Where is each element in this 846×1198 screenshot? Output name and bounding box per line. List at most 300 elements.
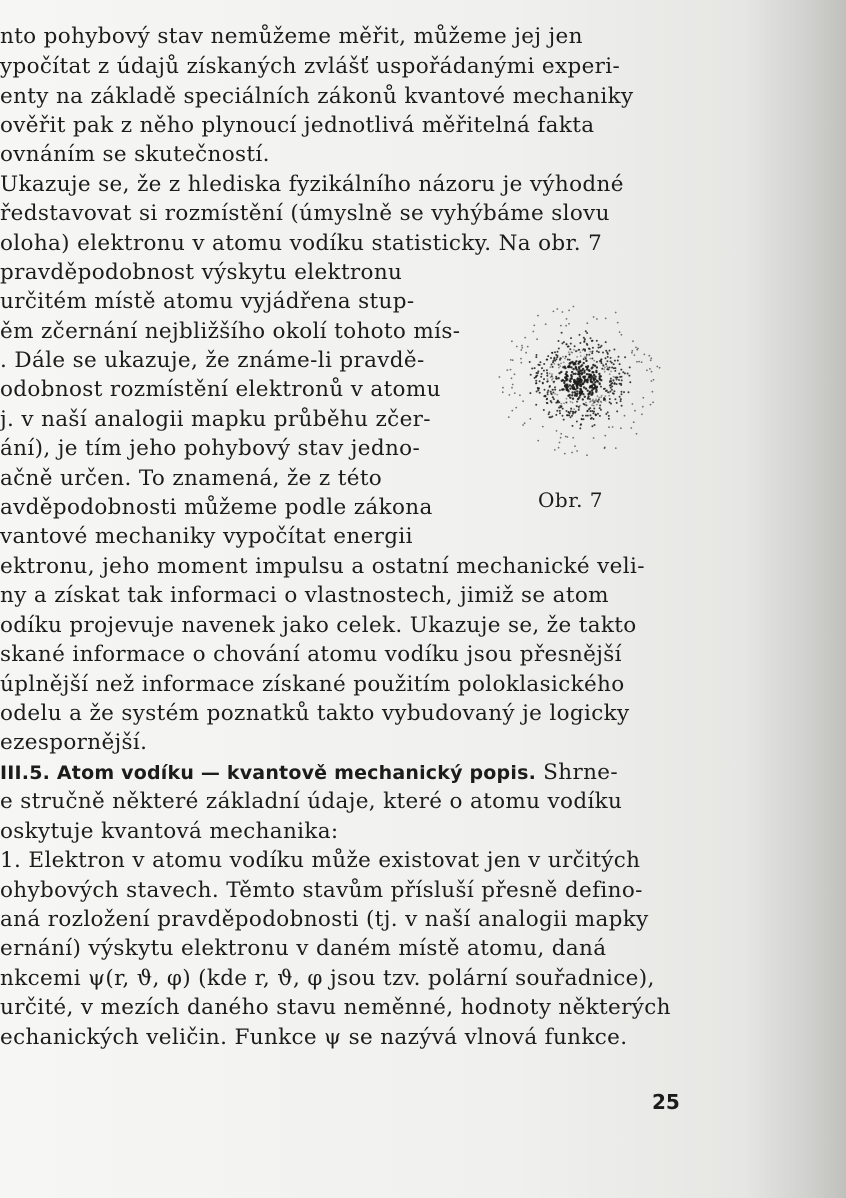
cloud-dot <box>604 371 606 373</box>
cloud-dot <box>551 375 553 377</box>
cloud-dot <box>591 389 593 391</box>
cloud-dot <box>624 372 626 374</box>
cloud-dot <box>579 334 581 336</box>
cloud-dot <box>548 413 550 415</box>
cloud-dot <box>635 347 637 349</box>
electron-probability-cloud-icon <box>492 292 668 468</box>
cloud-dot <box>522 400 524 402</box>
cloud-dot <box>598 347 600 349</box>
cloud-dot <box>591 417 593 419</box>
cloud-dot <box>586 404 588 406</box>
text-line: určitém místě atomu vyjádřena stup- <box>0 289 415 314</box>
cloud-dot <box>555 378 557 380</box>
cloud-dot <box>605 395 607 397</box>
section-heading-tail: Shrne- <box>536 760 618 785</box>
cloud-dot <box>573 306 575 308</box>
cloud-dot <box>641 361 643 363</box>
cloud-dot <box>559 359 561 361</box>
cloud-dot <box>556 394 558 396</box>
cloud-dot <box>631 350 633 352</box>
cloud-dot <box>566 371 568 373</box>
cloud-dot <box>621 393 623 395</box>
text-line: ezespornější. <box>0 730 148 755</box>
cloud-dot <box>616 376 618 378</box>
cloud-dot <box>601 395 603 397</box>
cloud-dot <box>521 345 523 347</box>
cloud-dot <box>598 351 600 353</box>
cloud-dot <box>609 385 611 387</box>
cloud-dot <box>603 369 605 371</box>
cloud-dot <box>584 396 586 398</box>
cloud-dot <box>576 390 578 392</box>
cloud-dot <box>610 378 612 380</box>
cloud-dot <box>568 310 570 312</box>
cloud-dot <box>615 312 617 314</box>
cloud-dot <box>572 402 574 404</box>
cloud-dot <box>509 394 511 396</box>
cloud-dot <box>552 389 554 391</box>
cloud-dot <box>613 363 615 365</box>
cloud-dot <box>599 415 601 417</box>
cloud-dot <box>571 352 573 354</box>
cloud-dot <box>576 421 578 423</box>
cloud-dot <box>564 358 566 360</box>
cloud-dot <box>589 379 591 381</box>
cloud-dot <box>584 338 586 340</box>
cloud-dot <box>560 363 562 365</box>
cloud-dot <box>535 380 537 382</box>
cloud-dot <box>570 366 572 368</box>
text-line: ačně určen. To znamená, že z této <box>0 466 383 491</box>
cloud-dot <box>579 388 581 390</box>
cloud-dot <box>573 363 575 365</box>
cloud-dot <box>578 368 580 370</box>
cloud-dot <box>611 389 613 391</box>
cloud-dot <box>547 393 549 395</box>
cloud-dot <box>515 407 517 409</box>
cloud-dot <box>606 352 608 354</box>
cloud-dot <box>551 364 553 366</box>
cloud-dot <box>585 358 587 360</box>
cloud-dot <box>594 365 596 367</box>
cloud-dot <box>613 390 615 392</box>
cloud-dot <box>609 398 611 400</box>
cloud-dot <box>580 355 582 357</box>
cloud-dot <box>529 392 531 394</box>
cloud-dot <box>543 363 545 365</box>
cloud-dot <box>582 368 584 370</box>
cloud-dot <box>608 415 610 417</box>
cloud-dot <box>525 352 527 354</box>
cloud-dot <box>609 350 611 352</box>
cloud-dot <box>570 401 572 403</box>
text-line: ěm zčernání nejbližšího okolí tohoto mís- <box>0 319 461 344</box>
cloud-dot <box>601 345 603 347</box>
cloud-dot <box>642 406 644 408</box>
cloud-dot <box>553 357 555 359</box>
cloud-dot <box>562 415 564 417</box>
cloud-dot <box>570 343 572 345</box>
text-line: odobnost rozmístění elektronů v atomu <box>0 377 441 402</box>
cloud-dot <box>564 367 566 369</box>
cloud-dot <box>579 351 581 353</box>
cloud-dot <box>566 375 568 377</box>
cloud-dot <box>559 442 561 444</box>
cloud-dot <box>614 370 616 372</box>
cloud-dot <box>632 403 634 405</box>
cloud-dot <box>607 356 609 358</box>
text-line: ektronu, jeho moment impulsu a ostatní mechanické veli- <box>0 554 645 579</box>
cloud-dot <box>584 356 586 358</box>
cloud-dot <box>579 361 581 363</box>
cloud-dot <box>574 345 576 347</box>
cloud-dot <box>550 400 552 402</box>
cloud-dot <box>599 404 601 406</box>
cloud-dot <box>585 356 587 358</box>
cloud-dot <box>609 367 611 369</box>
cloud-dot <box>552 366 554 368</box>
cloud-dot <box>574 393 576 395</box>
cloud-dot <box>548 411 550 413</box>
cloud-dot <box>584 340 586 342</box>
cloud-dot <box>565 356 567 358</box>
cloud-dot <box>569 380 571 382</box>
cloud-dot <box>611 367 613 369</box>
cloud-dot <box>569 348 571 350</box>
cloud-dot <box>559 365 561 367</box>
cloud-dot <box>546 381 548 383</box>
cloud-dot <box>511 410 513 412</box>
cloud-dot <box>618 379 620 381</box>
cloud-dot <box>619 331 621 333</box>
cloud-dot <box>558 447 560 449</box>
cloud-dot <box>550 366 552 368</box>
cloud-dot <box>602 365 604 367</box>
cloud-dot <box>565 378 567 380</box>
cloud-dot <box>521 347 523 349</box>
cloud-dot <box>586 332 588 334</box>
cloud-dot <box>560 371 562 373</box>
cloud-dot <box>554 389 556 391</box>
cloud-dot <box>579 342 581 344</box>
cloud-dot <box>569 388 571 390</box>
cloud-dot <box>543 409 545 411</box>
cloud-dot <box>607 391 609 393</box>
cloud-dot <box>550 393 552 395</box>
cloud-dot <box>613 376 615 378</box>
cloud-dot <box>510 369 512 371</box>
cloud-dot <box>563 341 565 343</box>
cloud-dot <box>585 366 587 368</box>
cloud-dot <box>533 325 535 327</box>
cloud-dot <box>618 373 620 375</box>
cloud-dot <box>541 373 543 375</box>
cloud-dot <box>624 356 626 358</box>
cloud-dot <box>572 411 574 413</box>
cloud-dot <box>650 357 652 359</box>
cloud-dot <box>591 340 593 342</box>
cloud-dot <box>550 391 552 393</box>
cloud-dot <box>659 367 661 369</box>
cloud-dot <box>546 375 548 377</box>
cloud-dot <box>537 315 539 317</box>
cloud-dot <box>562 408 564 410</box>
cloud-dot <box>551 416 553 418</box>
cloud-dot <box>542 382 544 384</box>
cloud-dot <box>585 360 587 362</box>
cloud-dot <box>536 391 538 393</box>
cloud-dot <box>610 403 612 405</box>
cloud-dot <box>571 385 573 387</box>
cloud-dot <box>529 361 531 363</box>
cloud-dot <box>553 381 555 383</box>
cloud-dot <box>586 354 588 356</box>
cloud-dot <box>583 386 585 388</box>
cloud-dot <box>534 367 536 369</box>
cloud-dot <box>568 345 570 347</box>
cloud-dot <box>620 384 622 386</box>
cloud-dot <box>653 379 655 381</box>
cloud-dot <box>601 368 603 370</box>
cloud-dot <box>576 356 578 358</box>
cloud-dot <box>605 318 607 320</box>
cloud-dot <box>582 393 584 395</box>
cloud-dot <box>593 379 595 381</box>
cloud-dot <box>572 413 574 415</box>
cloud-dot <box>545 323 547 325</box>
cloud-dot <box>511 377 513 379</box>
cloud-dot <box>595 398 597 400</box>
cloud-dot <box>524 337 526 339</box>
text-line: ání), je tím jeho pohybový stav jedno- <box>0 436 421 461</box>
cloud-dot <box>600 359 602 361</box>
cloud-dot <box>589 391 591 393</box>
cloud-dot <box>544 395 546 397</box>
cloud-dot <box>624 415 626 417</box>
cloud-dot <box>569 397 571 399</box>
cloud-dot <box>546 369 548 371</box>
cloud-dot <box>568 394 570 396</box>
cloud-dot <box>578 349 580 351</box>
cloud-dot <box>571 415 573 417</box>
text-line: e stručně některé základní údaje, které o atomu vodíku <box>0 789 623 814</box>
cloud-dot <box>605 341 607 343</box>
cloud-dot <box>514 373 516 375</box>
cloud-dot <box>613 383 615 385</box>
cloud-dot <box>628 391 630 393</box>
cloud-dot <box>550 357 552 359</box>
cloud-dot <box>535 356 537 358</box>
cloud-dot <box>572 368 574 370</box>
cloud-dot <box>562 311 564 313</box>
cloud-dot <box>593 405 595 407</box>
cloud-dot <box>522 424 524 426</box>
cloud-dot <box>608 418 610 420</box>
cloud-dot <box>605 390 607 392</box>
cloud-dot <box>596 404 598 406</box>
text-line: ernání) výskytu elektronu v daném místě atomu, daná <box>0 936 607 961</box>
cloud-dot <box>569 354 571 356</box>
cloud-dot <box>536 375 538 377</box>
cloud-dot <box>611 385 613 387</box>
section-heading-line <box>0 758 676 788</box>
cloud-dot <box>566 388 568 390</box>
cloud-dot <box>590 410 592 412</box>
cloud-dot <box>593 437 595 439</box>
cloud-dot <box>651 371 653 373</box>
cloud-dot <box>604 447 606 449</box>
cloud-dot <box>560 433 562 435</box>
cloud-dot <box>614 360 616 362</box>
cloud-dot <box>586 322 588 324</box>
cloud-dot <box>589 351 591 353</box>
cloud-dot <box>568 351 570 353</box>
cloud-dot <box>603 397 605 399</box>
cloud-dot <box>585 379 587 381</box>
cloud-dot <box>531 368 533 370</box>
cloud-dot <box>607 411 609 413</box>
cloud-dot <box>593 374 595 376</box>
cloud-dot <box>514 392 516 394</box>
text-line: pravděpodobnost výskytu elektronu <box>0 260 403 285</box>
cloud-dot <box>583 418 585 420</box>
cloud-dot <box>564 385 566 387</box>
cloud-dot <box>656 366 658 368</box>
cloud-dot <box>595 389 597 391</box>
cloud-dot <box>546 398 548 400</box>
cloud-dot <box>608 395 610 397</box>
cloud-dot <box>535 404 537 406</box>
cloud-dot <box>596 350 598 352</box>
cloud-dot <box>554 386 556 388</box>
cloud-dot <box>609 391 611 393</box>
cloud-dot <box>527 346 529 348</box>
cloud-dot <box>609 373 611 375</box>
cloud-dot <box>587 393 589 395</box>
cloud-dot <box>593 408 595 410</box>
cloud-dot <box>592 347 594 349</box>
cloud-dot <box>591 358 593 360</box>
text-line: . Dále se ukazuje, že známe-li pravdě- <box>0 348 425 373</box>
cloud-dot <box>627 373 629 375</box>
cloud-dot <box>557 400 559 402</box>
cloud-dot <box>604 367 606 369</box>
cloud-dot <box>568 323 570 325</box>
cloud-dot <box>537 364 539 366</box>
cloud-dot <box>556 410 558 412</box>
cloud-dot <box>581 418 583 420</box>
cloud-dot <box>583 362 585 364</box>
cloud-dot <box>591 352 593 354</box>
cloud-dot <box>566 414 568 416</box>
cloud-dot <box>582 398 584 400</box>
cloud-dot <box>616 402 618 404</box>
cloud-dot <box>547 390 549 392</box>
cloud-dot <box>589 414 591 416</box>
cloud-dot <box>652 401 654 403</box>
text-line: ny a získat tak informaci o vlastnostech, jimiž se atom <box>0 583 609 608</box>
cloud-dot <box>541 367 543 369</box>
cloud-dot <box>600 409 602 411</box>
cloud-dot <box>536 338 538 340</box>
cloud-dot <box>551 373 553 375</box>
cloud-dot <box>565 402 567 404</box>
cloud-dot <box>570 337 572 339</box>
cloud-dot <box>591 381 593 383</box>
cloud-dot <box>559 389 561 391</box>
cloud-dot <box>630 427 632 429</box>
cloud-dot <box>636 349 638 351</box>
cloud-dot <box>651 380 653 382</box>
cloud-dot <box>571 391 573 393</box>
cloud-dot <box>633 421 635 423</box>
cloud-dot <box>537 372 539 374</box>
cloud-dot <box>592 371 594 373</box>
cloud-dot <box>576 384 578 386</box>
cloud-dot <box>588 369 590 371</box>
cloud-dot <box>584 375 586 377</box>
cloud-dot <box>508 416 510 418</box>
cloud-dot <box>576 378 578 380</box>
cloud-dot <box>650 404 652 406</box>
cloud-dot <box>612 426 614 428</box>
cloud-dot <box>600 386 602 388</box>
cloud-dot <box>546 359 548 361</box>
cloud-dot <box>579 390 581 392</box>
cloud-dot <box>623 391 625 393</box>
cloud-dot <box>539 392 541 394</box>
cloud-dot <box>567 366 569 368</box>
cloud-dot <box>544 389 546 391</box>
cloud-dot <box>585 402 587 404</box>
cloud-dot <box>537 388 539 390</box>
cloud-dot <box>516 346 518 348</box>
cloud-dot <box>610 371 612 373</box>
cloud-dot <box>619 396 621 398</box>
cloud-dot <box>554 360 556 362</box>
cloud-dot <box>619 383 621 385</box>
cloud-dot <box>579 394 581 396</box>
cloud-dot <box>593 418 595 420</box>
cloud-dot <box>594 401 596 403</box>
cloud-dot <box>594 424 596 426</box>
cloud-dot <box>558 340 560 342</box>
cloud-dot <box>598 373 600 375</box>
cloud-dot <box>589 348 591 350</box>
cloud-dot <box>589 385 591 387</box>
cloud-dot <box>586 344 588 346</box>
cloud-dot <box>560 403 562 405</box>
cloud-dot <box>555 402 557 404</box>
cloud-dot <box>552 392 554 394</box>
cloud-dot <box>565 436 567 438</box>
cloud-dot <box>591 410 593 412</box>
text-line: 1. Elektron v atomu vodíku může existovat jen v určitých <box>0 848 641 873</box>
cloud-dot <box>598 397 600 399</box>
cloud-dot <box>547 378 549 380</box>
cloud-dot <box>566 398 568 400</box>
cloud-dot <box>563 403 565 405</box>
cloud-dot <box>608 369 610 371</box>
cloud-dot <box>536 354 538 356</box>
cloud-dot <box>560 437 562 439</box>
cloud-dot <box>510 359 512 361</box>
cloud-dot <box>586 410 588 412</box>
cloud-dot <box>569 359 571 361</box>
cloud-dot <box>565 325 567 327</box>
text-line: j. v naší analogii mapku průběhu zčer- <box>0 407 431 432</box>
cloud-dot <box>612 379 614 381</box>
